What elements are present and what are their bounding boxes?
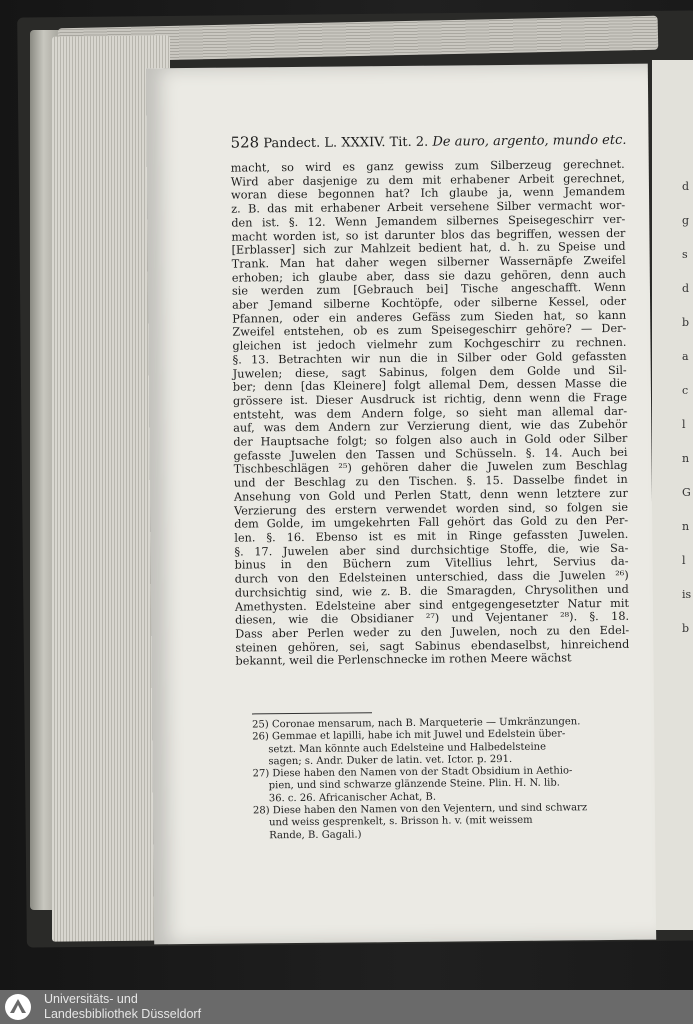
book-page <box>146 64 656 945</box>
facing-page-letter: g <box>682 214 690 227</box>
text-line: macht, so wird es ganz gewiss zum Silberzeug gerechnet. <box>230 157 625 175</box>
text-line: erhoben; ich glaube aber, dass sie dazu gehören, denn auch <box>231 267 626 285</box>
footnote-line: und weiss gesprenkelt, s. Brisson h. v. (mit weissem <box>269 815 533 829</box>
main-text <box>231 158 630 669</box>
text-line: Trank. Man hat daher wegen silberner Wassernäpfe Zweifel <box>231 253 626 271</box>
facing-page-letter: c <box>682 384 689 397</box>
text-line: bekannt, weil die Perlenschnecke im rothen Meere wächst <box>235 651 572 668</box>
library-name-line2: Landesbibliothek Düsseldorf <box>44 1007 202 1021</box>
text-line: diesen, wie die Obsidianer ²⁷) und Vejentaner ²⁸). §. 18. <box>235 610 630 627</box>
text-line: [Erblasser] sich zur Mahlzeit bedient hat, d. h. zu Speise und <box>231 240 626 257</box>
text-line: Juwelen; diese, sagt Sabinus, folgen dem Golde und Sil- <box>232 363 627 381</box>
facing-page-letter: l <box>682 418 686 431</box>
text-line: ber; denn [das Kleinere] folgt allemal Dem, dessen Masse die <box>232 377 627 394</box>
text-line: und der Beschlag zu den Tischen. §. 15. Dasselbe findet in <box>233 472 628 490</box>
footnote-line: pien, und sind schwarze glänzende Steine. Plin. H. N. lib. <box>268 777 560 792</box>
running-title: Pandect. L. XXXIV. Tit. 2. <box>263 134 429 152</box>
text-line: Pfannen, oder ein anderes Gefäss zum Sieden hat, so kann <box>232 308 627 326</box>
text-line: der Hauptsache folgt; so folgen also auch in Gold oder Silber <box>233 431 628 449</box>
text-line: Ansehung von Gold und Perlen Statt, denn wenn letztere zur <box>233 486 628 504</box>
library-name-line1: Universitäts- und <box>44 992 138 1006</box>
text-line: dem Golde, im umgekehrten Fall gehört das Gold zu den Per- <box>234 514 629 531</box>
text-line: Amethysten. Edelsteine aber sind entgegengesetzter Natur mit <box>234 596 630 614</box>
facing-page-letter: n <box>682 452 690 465</box>
text-line: len. §. 16. Ebenso ist es mit in Ringe gefassten Juwelen. <box>234 527 629 545</box>
text-line: §. 13. Betrachten wir nun die in Silber oder Gold gefassten <box>232 349 627 367</box>
facing-page-letter: b <box>682 316 690 329</box>
page-header <box>230 130 640 152</box>
text-line: auf, was dem Andern zur Verzierung dient, wie das Zubehör <box>233 418 628 435</box>
footnote-line: sagen; s. Andr. Duker de latin. vet. Ictor. p. 291. <box>268 753 513 768</box>
footnote-line: 28) Diese haben den Namen von den Vejentern, und sind schwarz <box>252 802 588 817</box>
facing-page-letter: d <box>682 282 690 295</box>
text-line: aber Jemand silberne Kochtöpfe, oder silberne Kessel, oder <box>232 294 627 312</box>
text-line: Tischbeschlägen ²⁵) gehören daher die Juwelen zum Beschlag <box>233 459 628 477</box>
text-line: binus in den Büchern zum Vitellius lehrt, Servius da- <box>234 555 629 572</box>
text-line: macht worden ist, so ist darunter blos das begriffen, wessen der <box>231 226 626 244</box>
footnote-line: setzt. Man könnte auch Edelsteine und Halbedelsteine <box>268 741 547 755</box>
facing-page-letter: a <box>682 350 689 363</box>
text-line: sie werden zum [Gebrauch bei] Tische angeschafft. Wenn <box>231 281 626 298</box>
text-line: woran diese begonnen hat? Ich glaube ja, wenn Jemandem <box>230 185 626 203</box>
facing-page-letter: n <box>682 520 690 533</box>
footnote-rule <box>252 712 372 714</box>
running-title-italic: De auro, argento, mundo etc. <box>432 132 627 150</box>
facing-page-letter: b <box>682 622 690 635</box>
text-line: grössere ist. Dieser Ausdruck ist richtig, denn wenn die Frage <box>232 390 628 408</box>
text-line: entsteht, was dem Andern folge, so sieht man allemal dar- <box>233 404 628 422</box>
text-line: durchsichtig sind, wie z. B. die Smaragden, Chrysolithen und <box>234 582 629 600</box>
footnote-line: 27) Diese haben den Namen von der Stadt Obsidium in Aethio- <box>252 765 573 780</box>
page-number: 528 <box>230 133 260 152</box>
text-line: durch von den Edelsteinen unterschied, dass die Juwelen ²⁶) <box>234 568 629 586</box>
footnote-line: 25) Coronae mensarum, nach B. Marqueterie — Umkränzungen. <box>252 716 581 731</box>
footnotes <box>252 716 629 843</box>
facing-page-letter: G <box>682 486 691 499</box>
footnote-line: 26) Gemmae et lapilli, habe ich mit Juwel und Edelstein über- <box>252 728 566 743</box>
text-line: gefasste Juwelen den Tassen und Schüsseln. §. 14. Auch bei <box>233 445 628 463</box>
library-logo-icon <box>4 993 32 1021</box>
library-footer <box>0 990 693 1024</box>
text-line: z. B. das mit erhabener Arbeit versehene Silber vermacht wor- <box>231 198 626 216</box>
footnote-line: Rande, B. Gagali.) <box>269 829 362 841</box>
facing-page-fragment <box>652 60 693 930</box>
facing-page-letter: is <box>682 588 692 601</box>
facing-page-letter: l <box>682 554 686 567</box>
facing-page-letter: d <box>682 180 690 193</box>
text-line: Dass aber Perlen weder zu den Juwelen, noch zu den Edel- <box>235 623 630 641</box>
footnote-line: 36. c. 26. Africanischer Achat, B. <box>268 791 437 805</box>
text-line: Verzierung des erstern verwendet worden sind, so folgen sie <box>233 500 629 518</box>
text-line: gleichen ist jedoch vielmehr zum Kochgeschirr zu rechnen. <box>232 335 627 353</box>
text-line: steinen gehören, sei, sagt Sabinus ebendaselbst, hinreichend <box>235 637 630 655</box>
text-line: Zweifel entstehen, ob es zum Speisegeschirr gehöre? — Der- <box>232 322 627 340</box>
facing-page-letter: s <box>682 248 688 261</box>
text-line: §. 17. Juwelen aber sind durchsichtige Stoffe, die, wie Sa- <box>234 541 629 559</box>
text-line: den ist. §. 12. Wenn Jemandem silbernes Speisegeschirr ver- <box>231 212 626 230</box>
text-line: Wird aber dasjenige zu dem mit erhabener Arbeit gerechnet, <box>230 171 625 189</box>
